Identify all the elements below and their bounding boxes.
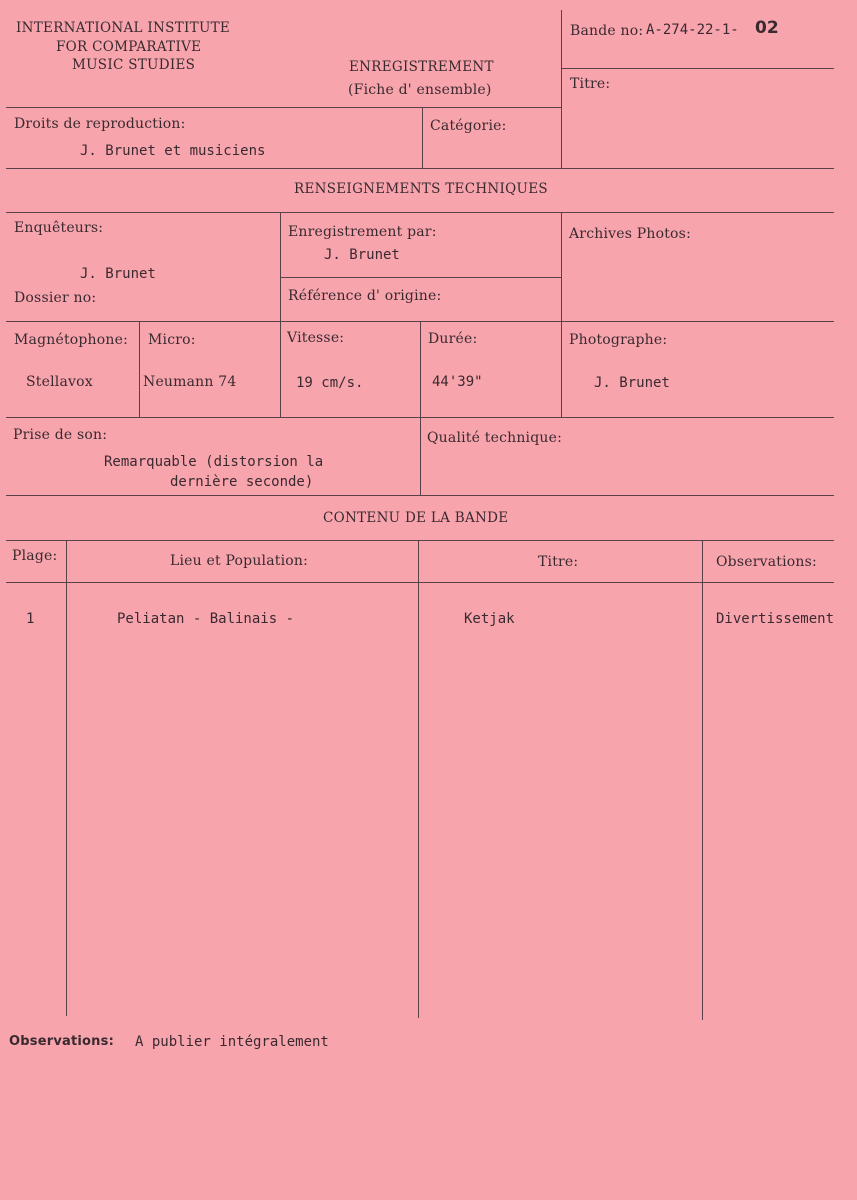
rule: [280, 212, 281, 417]
dossier-label: Dossier no:: [14, 290, 97, 306]
bande-label: Bande no:: [570, 23, 644, 39]
rule: [6, 107, 561, 108]
rule: [280, 277, 561, 278]
footer-observations-value: A publier intégralement: [135, 1034, 329, 1050]
form-title: ENREGISTREMENT: [349, 59, 494, 75]
bande-value: A-274-22-1-: [646, 22, 739, 38]
rule: [420, 321, 421, 495]
institute-name-line1: INTERNATIONAL INSTITUTE: [16, 20, 231, 36]
technical-section-title: RENSEIGNEMENTS TECHNIQUES: [294, 181, 548, 197]
micro-value: Neumann 74: [143, 374, 237, 390]
photographe-value: J. Brunet: [594, 375, 670, 391]
rule: [6, 540, 834, 541]
enqueteurs-value: J. Brunet: [80, 266, 156, 282]
duree-value: 44'39": [432, 374, 483, 390]
rule: [6, 417, 834, 418]
rule: [422, 107, 423, 168]
rule: [6, 582, 834, 583]
stellavox-value: Stellavox: [26, 374, 93, 390]
prise-de-son-label: Prise de son:: [13, 427, 108, 443]
droits-label: Droits de reproduction:: [14, 116, 186, 132]
micro-label: Micro:: [148, 332, 196, 348]
form-subtitle: (Fiche d' ensemble): [348, 82, 492, 98]
bande-handwritten-number: 02: [755, 18, 779, 38]
enregistrement-value: J. Brunet: [324, 247, 400, 263]
rule: [702, 540, 703, 1020]
contents-section-title: CONTENU DE LA BANDE: [323, 510, 509, 526]
institute-name-line2: FOR COMPARATIVE: [56, 39, 202, 55]
row-plage: 1: [26, 611, 35, 627]
col-header-lieu: Lieu et Population:: [170, 553, 309, 569]
enregistrement-label: Enregistrement par:: [288, 224, 437, 240]
duree-label: Durée:: [428, 331, 478, 347]
reference-label: Référence d' origine:: [288, 288, 442, 304]
institute-name-line3: MUSIC STUDIES: [72, 57, 196, 73]
enqueteurs-label: Enquêteurs:: [14, 220, 104, 236]
categorie-label: Catégorie:: [430, 118, 507, 134]
qualite-technique-label: Qualité technique:: [427, 430, 563, 446]
col-header-observations: Observations:: [716, 554, 817, 570]
prise-de-son-value-line1: Remarquable (distorsion la: [104, 454, 324, 470]
droits-value: J. Brunet et musiciens: [80, 143, 266, 159]
footer-observations-label: Observations:: [9, 1034, 114, 1049]
titre-label: Titre:: [570, 76, 611, 92]
rule: [418, 540, 419, 1018]
row-lieu: Peliatan - Balinais -: [117, 611, 295, 627]
rule: [561, 10, 562, 168]
prise-de-son-value-line2: dernière seconde): [170, 474, 314, 490]
rule: [6, 212, 834, 213]
rule: [561, 212, 562, 418]
photographe-label: Photographe:: [569, 332, 668, 348]
magnetophone-label: Magnétophone:: [14, 332, 129, 348]
rule: [66, 540, 67, 1016]
archives-photos-label: Archives Photos:: [569, 226, 691, 242]
col-header-titre: Titre:: [538, 554, 579, 570]
rule: [561, 68, 834, 69]
row-observations: Divertissement: [716, 611, 835, 627]
vitesse-label: Vitesse:: [287, 330, 345, 346]
vitesse-value: 19 cm/s.: [296, 375, 364, 391]
row-titre: Ketjak: [464, 611, 515, 627]
col-header-plage: Plage:: [12, 548, 58, 564]
rule: [6, 495, 834, 496]
rule: [139, 321, 140, 417]
rule: [6, 168, 834, 169]
